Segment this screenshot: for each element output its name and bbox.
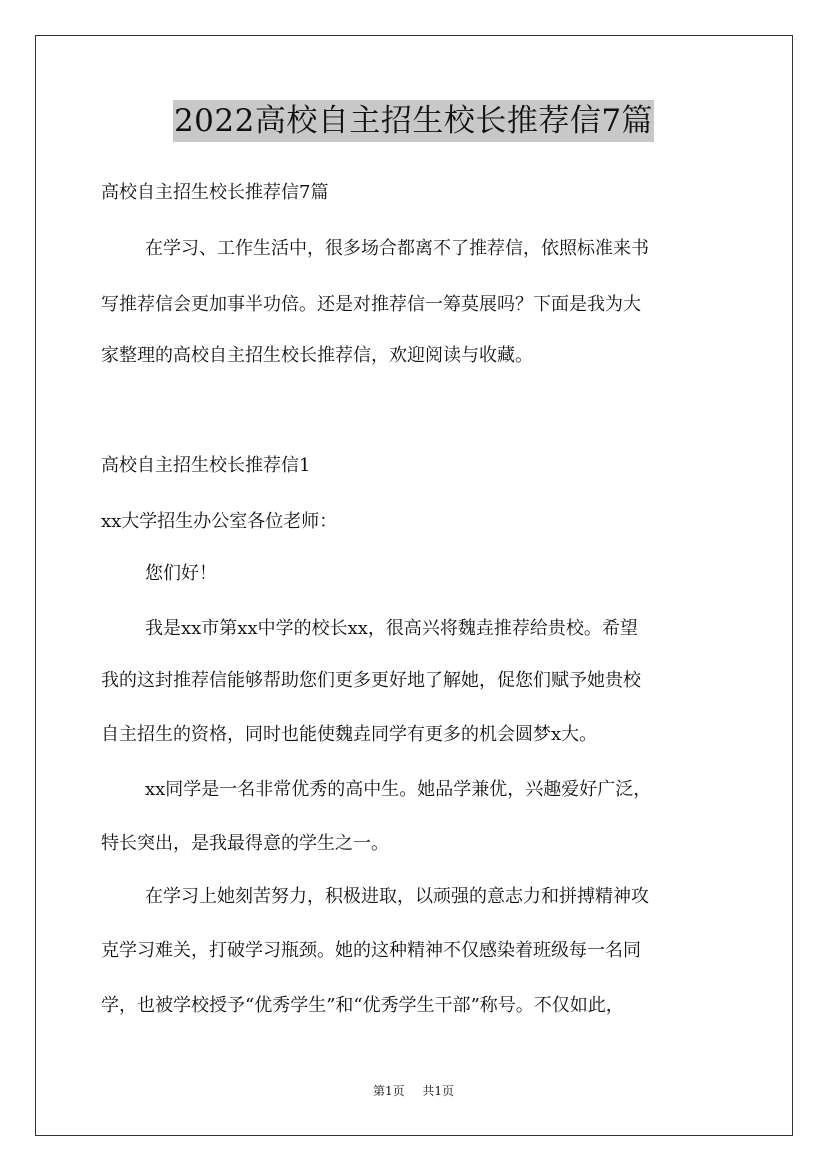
document-title: 2022高校自主招生校长推荐信7篇: [173, 100, 654, 142]
intro-line-1: 在学习、工作生活中，很多场合都离不了推荐信，依照标准来书: [145, 238, 649, 259]
body-line-1: 我是xx市第xx中学的校长xx，很高兴将魏垚推荐给贵校。希望: [145, 618, 638, 639]
title-container: [0, 100, 827, 142]
section-heading: 高校自主招生校长推荐信1: [101, 455, 311, 476]
body-line-2: 我的这封推荐信能够帮助您们更多更好地了解她，促您们赋予她贵校: [101, 670, 641, 691]
salutation: xx大学招生办公室各位老师：: [101, 511, 338, 532]
body-line-3: 自主招生的资格，同时也能使魏垚同学有更多的机会圆梦x大。: [101, 724, 598, 745]
page-total: 共1页: [422, 1084, 454, 1098]
body-line-8: 学，也被学校授予“优秀学生”和“优秀学生干部”称号。不仅如此，: [101, 995, 624, 1016]
body-line-4: xx同学是一名非常优秀的高中生。她品学兼优，兴趣爱好广泛，: [145, 779, 652, 800]
page-number: 第1页: [373, 1084, 405, 1098]
body-line-7: 克学习难关，打破学习瓶颈。她的这种精神不仅感染着班级每一名同: [101, 940, 641, 961]
greeting: 您们好！: [145, 563, 217, 584]
page-footer: [0, 1083, 827, 1099]
body-line-5: 特长突出，是我最得意的学生之一。: [101, 833, 389, 854]
document-subtitle: 高校自主招生校长推荐信7篇: [101, 182, 329, 203]
intro-line-2: 写推荐信会更加事半功倍。还是对推荐信一筹莫展吗？下面是我为大: [101, 294, 641, 315]
body-line-6: 在学习上她刻苦努力，积极进取，以顽强的意志力和拼搏精神攻: [145, 886, 649, 907]
intro-line-3: 家整理的高校自主招生校长推荐信，欢迎阅读与收藏。: [101, 345, 533, 366]
